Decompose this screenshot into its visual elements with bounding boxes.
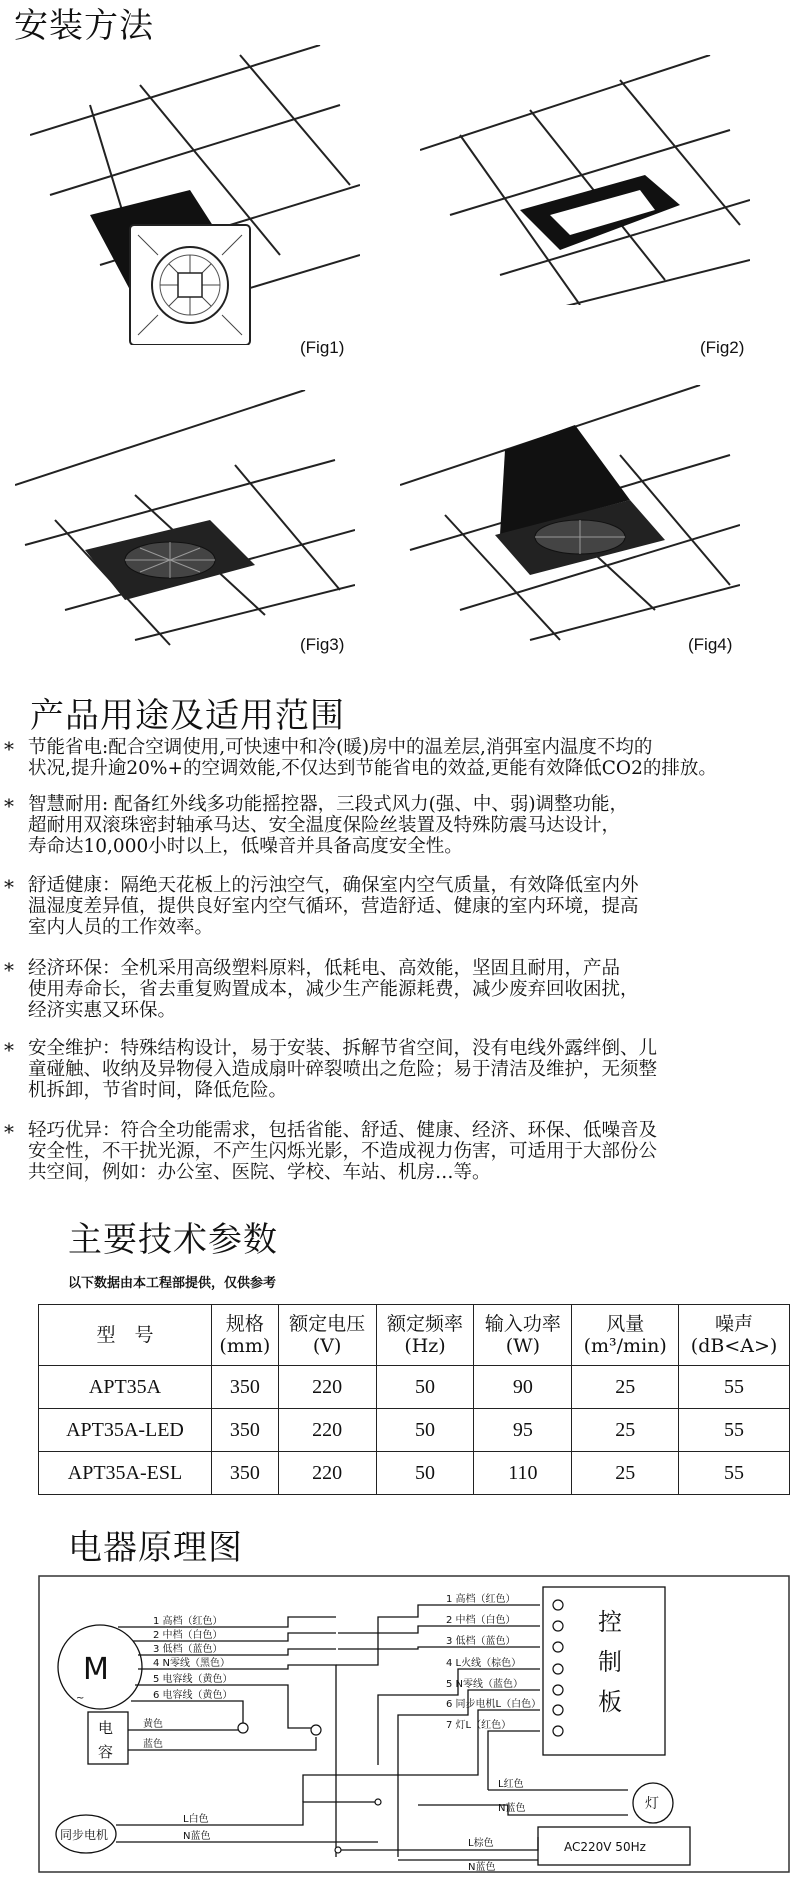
control-label-3: 板 [598, 1688, 622, 1716]
svg-text:L红色: L红色 [498, 1779, 524, 1790]
svg-text:N蓝色: N蓝色 [183, 1831, 211, 1842]
fan-unit-icon [130, 225, 250, 345]
svg-text:6 同步电机L（白色）: 6 同步电机L（白色） [446, 1699, 542, 1710]
bullet-mark: * [4, 1120, 14, 1144]
fig2-illustration [420, 55, 750, 305]
svg-text:黄色: 黄色 [143, 1719, 163, 1730]
bullet-mark: * [4, 1038, 14, 1062]
usage-item-1: * 节能省电:配合空调使用,可快速中和冷(暖)房中的温差层,消弭室内温度不均的 状况,提升逾20%+的空调效能,不仅达到节能省电的效益,更能有效降低CO2的排放。 [4, 737, 717, 779]
table-row: APT35A 350 220 50 90 25 55 [39, 1366, 790, 1409]
capacitor-label-2: 容 [98, 1743, 114, 1761]
sync-motor-label: 同步电机 [60, 1828, 109, 1842]
svg-text:L棕色: L棕色 [468, 1838, 494, 1849]
fan-unit-tilted-icon [85, 520, 255, 600]
usage-item-2: * 智慧耐用: 配备红外线多功能摇控器，三段式风力(强、中、弱)调整功能， 超耐用双滚珠密封轴承马达、安全温度保险丝装置及特殊防震马达设计， 寿命达10,000小时以上，低噪音并具备高度安全性。 [4, 794, 629, 857]
control-label-1: 控 [598, 1608, 622, 1636]
svg-text:N蓝色: N蓝色 [468, 1862, 496, 1873]
usage-item-3: * 舒适健康：隔绝天花板上的污浊空气，确保室内空气质量，有效降低室内外 温湿度差异值，提供良好室内空气循环，营造舒适、健康的室内环境，提高 室内人员的工作效率。 [4, 875, 639, 938]
bullet-mark: * [4, 875, 14, 899]
circuit-diagram [38, 1575, 790, 1877]
usage-item-4: * 经济环保：全机采用高级塑料原料，低耗电、高效能，坚固且耐用，产品 使用寿命长，省去重复购置成本，减少生产能源耗费，减少废弃回收困扰， 经济实惠又环保。 [4, 958, 639, 1021]
spec-table [38, 1304, 790, 1495]
motor-label: M [83, 1652, 109, 1687]
svg-text:4 L火线（棕色）: 4 L火线（棕色） [446, 1658, 522, 1669]
svg-text:2 中档（白色）: 2 中档（白色） [446, 1615, 516, 1626]
fig4-caption: (Fig4) [688, 635, 733, 654]
lamp-label: 灯 [645, 1796, 659, 1812]
control-label-2: 制 [598, 1648, 622, 1676]
fig1-caption: (Fig1) [300, 338, 345, 357]
table-row: APT35A-ESL 350 220 50 110 25 55 [39, 1452, 790, 1495]
install-title: 安装方法 [14, 6, 154, 46]
svg-text:5 N零线（蓝色）: 5 N零线（蓝色） [446, 1679, 524, 1690]
svg-text:1 高档（红色）: 1 高档（红色） [153, 1616, 223, 1627]
fig2-caption: (Fig2) [700, 338, 745, 357]
fig4-illustration [400, 385, 740, 645]
fig3-caption: (Fig3) [300, 635, 345, 654]
spec-header-frequency: 额定频率 (Hz) [376, 1305, 474, 1366]
svg-text:4 N零线（黑色）: 4 N零线（黑色） [153, 1658, 231, 1669]
table-row: APT35A-LED 350 220 50 95 25 55 [39, 1409, 790, 1452]
spec-header-noise: 噪声 (dB<A>) [679, 1305, 790, 1366]
bullet-mark: * [4, 737, 14, 761]
svg-text:L白色: L白色 [183, 1814, 209, 1825]
svg-text:5 电容线（黄色）: 5 电容线（黄色） [153, 1674, 233, 1685]
spec-header-voltage: 额定电压 (V) [278, 1305, 376, 1366]
svg-text:3 低档（蓝色）: 3 低档（蓝色） [153, 1644, 223, 1655]
svg-text:3 低档（蓝色）: 3 低档（蓝色） [446, 1636, 516, 1647]
svg-text:2 中档（白色）: 2 中档（白色） [153, 1630, 223, 1641]
fig1-illustration [30, 45, 360, 345]
bullet-mark: * [4, 958, 14, 982]
motor-sub-label: ~ [76, 1693, 85, 1704]
spec-title: 主要技术参数 [68, 1220, 278, 1260]
svg-text:N蓝色: N蓝色 [498, 1803, 526, 1814]
spec-header-airflow: 风量 (m³/min) [572, 1305, 679, 1366]
svg-text:1 高档（红色）: 1 高档（红色） [446, 1594, 516, 1605]
capacitor-label-1: 电 [98, 1719, 114, 1737]
bullet-mark: * [4, 794, 14, 818]
circuit-title: 电器原理图 [68, 1528, 243, 1568]
spec-note: 以下数据由本工程部提供，仅供参考 [68, 1276, 277, 1291]
spec-header-row [39, 1305, 790, 1366]
fig3-illustration [15, 390, 355, 650]
spec-header-model: 型 号 [39, 1305, 212, 1366]
svg-text:蓝色: 蓝色 [143, 1739, 163, 1750]
usage-item-5: * 安全维护：特殊结构设计，易于安装、拆解节省空间，没有电线外露绊倒、儿 童碰触、收纳及异物侵入造成扇叶碎裂喷出之危险；易于清洁及维护，无须整 机拆卸，节省时间，降低危险。 [4, 1038, 658, 1101]
usage-title: 产品用途及适用范围 [30, 696, 345, 736]
power-label: AC220V 50Hz [564, 1840, 646, 1854]
svg-text:6 电容线（黄色）: 6 电容线（黄色） [153, 1690, 233, 1701]
spec-header-size: 规格 (mm) [212, 1305, 279, 1366]
spec-header-power: 输入功率 (W) [474, 1305, 572, 1366]
usage-item-6: * 轻巧优异：符合全功能需求，包括省能、舒适、健康、经济、环保、低噪音及 安全性，不干扰光源，不产生闪烁光影，不造成视力伤害，可适用于大部份公 共空间，例如：办公室、医院、学校、车站、机房…等。 [4, 1120, 658, 1183]
svg-text:7 灯L（红色）: 7 灯L（红色） [446, 1720, 512, 1731]
